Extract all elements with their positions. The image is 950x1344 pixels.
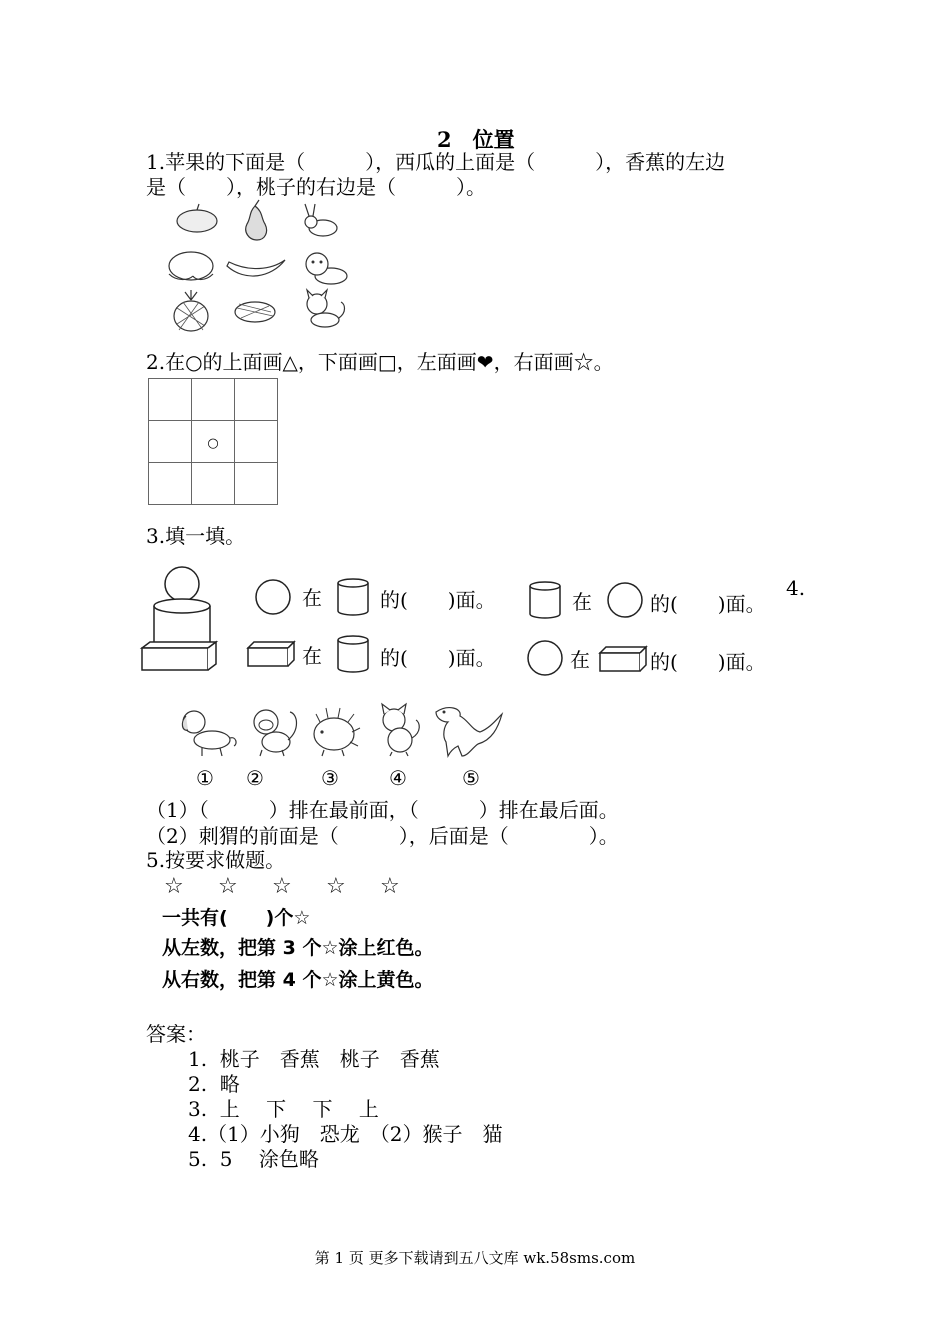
q3-row2b-de: 的( )面。 — [650, 650, 766, 674]
pineapple-icon — [174, 290, 208, 331]
q3-row2a-zai: 在 — [302, 644, 322, 668]
q3-row1b-zai: 在 — [572, 590, 592, 614]
star-icon-1[interactable]: ☆ — [164, 874, 184, 899]
sphere-icon — [526, 640, 566, 676]
circle-mark: ○ — [207, 436, 219, 451]
stacked-shapes-picture — [140, 564, 225, 672]
animal-label-4: ④ — [389, 766, 407, 790]
position-grid — [148, 378, 278, 505]
answer-item-1: 1. 桃子 香蕉 桃子 香蕉 — [188, 1047, 440, 1071]
page-footer: 第 1 页 更多下载请到五八文库 wk.58sms.com — [314, 1249, 636, 1267]
answer-item-5: 5. 5 涂色略 — [188, 1147, 319, 1171]
q3-text: 3.填一填。 — [146, 524, 246, 548]
dinosaur-icon — [436, 708, 502, 756]
cuboid-icon — [598, 645, 650, 673]
rabbit-icon — [305, 204, 337, 236]
answer-item-3: 3. 上 下 下 上 — [188, 1097, 379, 1121]
q3-row2b-zai: 在 — [570, 648, 590, 672]
grid-cell[interactable] — [235, 463, 278, 505]
cylinder-icon — [336, 634, 372, 674]
q5-line3: 从右数，把第 4 个☆涂上黄色。 — [162, 969, 434, 991]
grid-cell-bottom[interactable] — [192, 463, 235, 505]
grid-cell-top[interactable] — [192, 379, 235, 421]
q5-line2: 从左数，把第 3 个☆涂上红色。 — [162, 937, 434, 959]
grid-cell[interactable] — [149, 463, 192, 505]
grid-cell[interactable] — [149, 379, 192, 421]
sphere-icon — [606, 582, 646, 618]
q1-line1: 1.苹果的下面是（ ），西瓜的上面是（ ），香蕉的左边 — [146, 150, 726, 174]
cat-icon — [307, 290, 345, 327]
cuboid-icon — [246, 640, 298, 668]
watermelon-icon — [235, 302, 275, 322]
banana-icon — [227, 260, 285, 276]
answers-heading: 答案： — [146, 1022, 206, 1046]
cat-icon — [382, 704, 419, 756]
q1-line2: 是（ ），桃子的右边是（ ）。 — [146, 175, 486, 199]
q4-line2: （2）刺猬的前面是（ ），后面是（ ）。 — [146, 824, 619, 848]
star-icon-3[interactable]: ☆ — [272, 874, 292, 899]
q3-row1a-zai: 在 — [302, 586, 322, 610]
animal-label-1: ① — [196, 766, 214, 790]
q3-row2a-de: 的( )面。 — [380, 646, 496, 670]
grid-cell-center — [192, 421, 235, 463]
q4-line1: （1）（ ）排在最前面，（ ）排在最后面。 — [146, 798, 619, 822]
page-title: 2 位置 — [437, 127, 515, 152]
animal-label-3: ③ — [321, 766, 339, 790]
pear-icon — [246, 200, 267, 240]
monkey-icon — [254, 710, 297, 756]
q5-line1: 一共有( )个☆ — [162, 907, 311, 929]
dog-icon — [306, 253, 347, 284]
grid-cell[interactable] — [235, 379, 278, 421]
q3-row1b-de: 的( )面。 — [650, 592, 766, 616]
grid-cell-left[interactable] — [149, 421, 192, 463]
fruit-animal-picture — [155, 200, 365, 335]
star-icon-5[interactable]: ☆ — [380, 874, 400, 899]
animals-lineup-picture — [172, 700, 512, 758]
sphere-icon — [254, 579, 294, 615]
peach-icon — [169, 252, 213, 280]
cylinder-icon — [336, 577, 372, 617]
q4-number: 4. — [786, 576, 806, 600]
star-icon-2[interactable]: ☆ — [218, 874, 238, 899]
animal-label-2: ② — [246, 766, 264, 790]
hedgehog-icon — [314, 708, 360, 756]
dog-icon — [182, 711, 236, 756]
q5-text: 5.按要求做题。 — [146, 848, 286, 872]
cylinder-icon — [528, 580, 564, 620]
apple-icon — [177, 204, 217, 232]
q3-row1a-de: 的( )面。 — [380, 588, 496, 612]
q2-text: 2.在○的上面画△，下面画□，左面画❤，右面画☆。 — [146, 350, 614, 374]
answer-item-2: 2. 略 — [188, 1072, 240, 1096]
star-icon-4[interactable]: ☆ — [326, 874, 346, 899]
grid-cell-right[interactable] — [235, 421, 278, 463]
answer-item-4: 4.（1）小狗 恐龙 （2）猴子 猫 — [188, 1122, 503, 1146]
animal-label-5: ⑤ — [462, 766, 480, 790]
